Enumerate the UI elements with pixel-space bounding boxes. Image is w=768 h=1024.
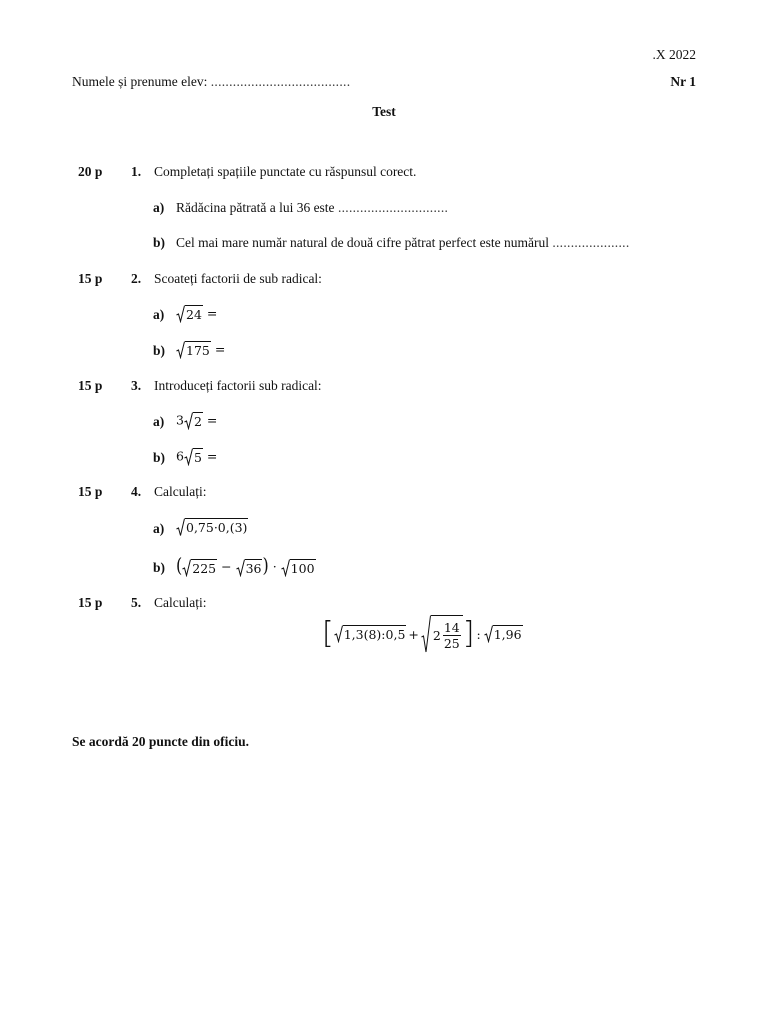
q2-b-label: b) [153, 343, 166, 358]
radicand: 0,75·0,(3) [186, 520, 248, 535]
q5-expression [322, 613, 523, 655]
date: .X 2022 [652, 47, 696, 62]
radicand-mixed [431, 615, 463, 653]
radicand: 24 [186, 307, 202, 322]
radical [484, 625, 523, 643]
radical [176, 518, 248, 537]
colon-sign: : [476, 626, 481, 642]
q3-a-expr [176, 412, 217, 430]
numerator: 14 [443, 619, 460, 635]
q5-text: Calculați: [154, 595, 207, 610]
q2-a-expr [176, 305, 217, 323]
radicand: 36 [245, 560, 262, 576]
q5-points: 15 p [78, 595, 103, 610]
q1-a-line [176, 200, 448, 216]
radicand: 100 [290, 560, 315, 576]
q4-a-expr [176, 518, 248, 537]
q4-a-label: a) [153, 521, 165, 536]
whole-part: 2 [432, 627, 441, 643]
q2-b-expr [176, 341, 225, 359]
q1-b-label: b) [153, 235, 166, 250]
radical-large [421, 615, 463, 653]
open-paren: ( [176, 554, 183, 577]
radicand: 1,3(8):0,5 [343, 627, 406, 642]
q1-b-line [176, 235, 630, 251]
q1-a-dots: .............................. [337, 200, 449, 215]
radical [176, 305, 203, 323]
radicand: 175 [186, 343, 210, 358]
q5-number: 5. [131, 595, 142, 610]
q4-points: 15 p [78, 484, 103, 499]
radical [184, 448, 203, 466]
equals-sign: = [206, 412, 218, 428]
page-title: Test [372, 104, 396, 119]
minus-sign: − [221, 559, 232, 574]
q1-points: 20 p [78, 164, 103, 179]
q3-b-expr [176, 448, 217, 466]
q2-a-label: a) [153, 307, 165, 322]
multiply-dot: · [272, 559, 277, 574]
equals-sign: = [214, 341, 226, 357]
radical [334, 625, 407, 643]
student-label: Numele și prenume elev: [72, 74, 208, 89]
q4-text: Calculați: [154, 484, 207, 499]
q2-points: 15 p [78, 271, 103, 286]
radical [281, 559, 316, 577]
denominator: 25 [443, 635, 460, 651]
q3-b-label: b) [153, 450, 166, 465]
coefficient: 3 [176, 412, 184, 428]
equals-sign: = [206, 305, 218, 321]
q3-text: Introduceți factorii sub radical: [154, 378, 322, 393]
q2-number: 2. [131, 271, 142, 286]
radicand: 225 [192, 560, 217, 576]
q3-number: 3. [131, 378, 142, 393]
q3-a-label: a) [153, 414, 165, 429]
radical [236, 559, 263, 577]
radicand: 5 [193, 450, 202, 465]
radicand: 2 [193, 414, 202, 429]
q4-b-expr [176, 556, 316, 577]
radical [184, 412, 203, 430]
open-bracket: [ [322, 616, 334, 651]
q1-a-label: a) [153, 200, 165, 215]
footer-note: Se acordă 20 puncte din oficiu. [72, 734, 250, 749]
close-bracket: ] [462, 616, 475, 651]
q3-points: 15 p [78, 378, 103, 393]
plus-sign: + [408, 626, 419, 642]
student-name-line [72, 74, 350, 90]
close-paren: ) [262, 554, 269, 577]
radical [182, 559, 217, 577]
q1-b-dots: ..................... [552, 235, 630, 250]
test-number: Nr 1 [670, 74, 696, 89]
q1-b-text: Cel mai mare număr natural de două cifre pătrat perfect este numărul [176, 235, 549, 250]
q2-text: Scoateți factorii de sub radical: [154, 271, 322, 286]
q4-number: 4. [131, 484, 142, 499]
q4-b-label: b) [153, 560, 166, 575]
coefficient: 6 [176, 448, 184, 464]
equals-sign: = [206, 448, 218, 464]
q1-text: Completați spațiile punctate cu răspunsul corect. [154, 164, 417, 179]
q1-a-text: Rădăcina pătrată a lui 36 este [176, 200, 335, 215]
radical [176, 341, 211, 359]
fraction [443, 620, 461, 651]
radicand: 1,96 [493, 627, 522, 642]
q1-number: 1. [131, 164, 142, 179]
student-dots: ...................................... [210, 74, 351, 89]
